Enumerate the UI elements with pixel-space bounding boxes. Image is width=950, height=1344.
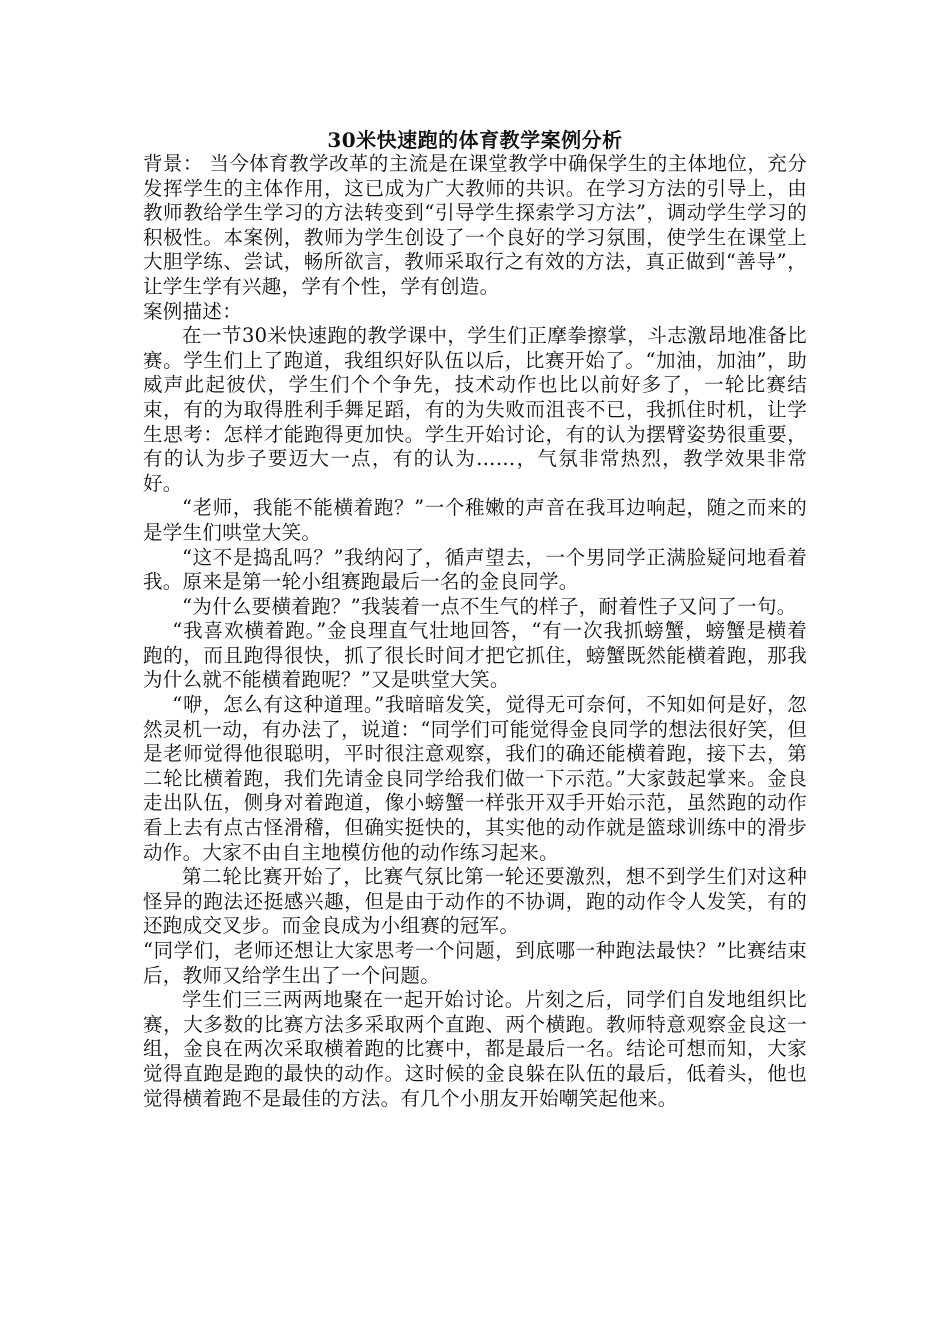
paragraph-discussion-result: 学生们三三两两地聚在一起开始讨论。片刻之后，同学们自发地组织比赛，大多数的比赛方法多采取两个直跑、两个横跑。教师特意观察金良这一组，金良在两次采取横着跑的比赛中，都是最后一名。结论可想而知，大家觉得直跑是跑的最快的动作。这时候的金良躲在队伍的最后，低着头，他也觉得横着跑不是最佳的方法。有几个小朋友开始嘲笑起他来。 (143, 988, 807, 1110)
paragraph-why-sideways: “为什么要横着跑？”我装着一点不生气的样子，耐着性子又问了一句。 (182, 594, 797, 618)
paragraph-which-fastest: “同学们，老师还想让大家思考一个问题，到底哪一种跑法最快？”比赛结束后，教师又给学生出了一个问题。 (143, 939, 807, 987)
paragraph-case-heading: 案例描述： (143, 299, 243, 323)
document-title: 30米快速跑的体育教学案例分析 (327, 128, 623, 152)
paragraph-lesson-intro: 在一节30米快速跑的教学课中，学生们正摩拳擦掌，斗志激昂地准备比赛。学生们上了跑道，我组织好队伍以后，比赛开始了。“加油，加油”，助威声此起彼伏，学生们个个争先，技术动作也比以前好多了，一轮比赛结束，有的为取得胜利手舞足蹈，有的为失败而沮丧不已，我抓住时机，让学生思考：怎样才能跑得更加快。学生开始讨论，有的认为摆臂姿势很重要，有的认为步子要迈大一点，有的认为……，气氛非常热烈，教学效果非常好。 (143, 324, 807, 495)
paragraph-teacher-puzzled: “这不是捣乱吗？”我纳闷了，循声望去，一个男同学正满脸疑问地看着我。原来是第一轮小组赛跑最后一名的金良同学。 (143, 545, 807, 594)
paragraph-second-round: 第二轮比赛开始了，比赛气氛比第一轮还要激烈，想不到学生们对这种怪异的跑法还挺感兴趣，但是由于动作的不协调，跑的动作令人发笑，有的还跑成交叉步。而金良成为小组赛的冠军。 (143, 865, 807, 938)
paragraph-crab-answer: “我喜欢横着跑。”金良理直气壮地回答，“有一次我抓螃蟹，螃蟹是横着跑的，而且跑得很快，抓了很长时间才把它抓住，螃蟹既然能横着跑，那我为什么就不能横着跑呢？”又是哄堂大笑。 (143, 619, 807, 692)
paragraph-background: 背景： 当今体育教学改革的主流是在课堂教学中确保学生的主体地位，充分发挥学生的主体作用，这已成为广大教师的共识。在学习方法的引导上，由教师教给学生学习的方法转变到“引导学生探索学习方法”，调动学生学习的积极性。本案例，教师为学生创设了一个良好的学习氛围，使学生在课堂上大胆学练、尝试，畅所欲言，教师采取行之有效的方法，真正做到“善导”，让学生学有兴趣，学有个性，学有创造。 (143, 152, 807, 298)
document-page (143, 128, 807, 1111)
paragraph-teacher-idea: “咿，怎么有这种道理。”我暗暗发笑，觉得无可奈何，不知如何是好，忽然灵机一动，有办法了，说道：“同学们可能觉得金良同学的想法很好笑，但是老师觉得他很聪明，平时很注意观察，我们的确还能横着跑，接下去，第二轮比横着跑，我们先请金良同学给我们做一下示范。”大家鼓起掌来。金良走出队伍，侧身对着跑道，像小螃蟹一样张开双手开始示范，虽然跑的动作看上去有点古怪滑稽，但确实挺快的，其实他的动作就是篮球训练中的滑步动作。大家不由自主地模仿他的动作练习起来。 (143, 693, 807, 864)
paragraph-question-sideways: “老师，我能不能横着跑？”一个稚嫩的声音在我耳边响起，随之而来的是学生们哄堂大笑。 (143, 496, 807, 544)
